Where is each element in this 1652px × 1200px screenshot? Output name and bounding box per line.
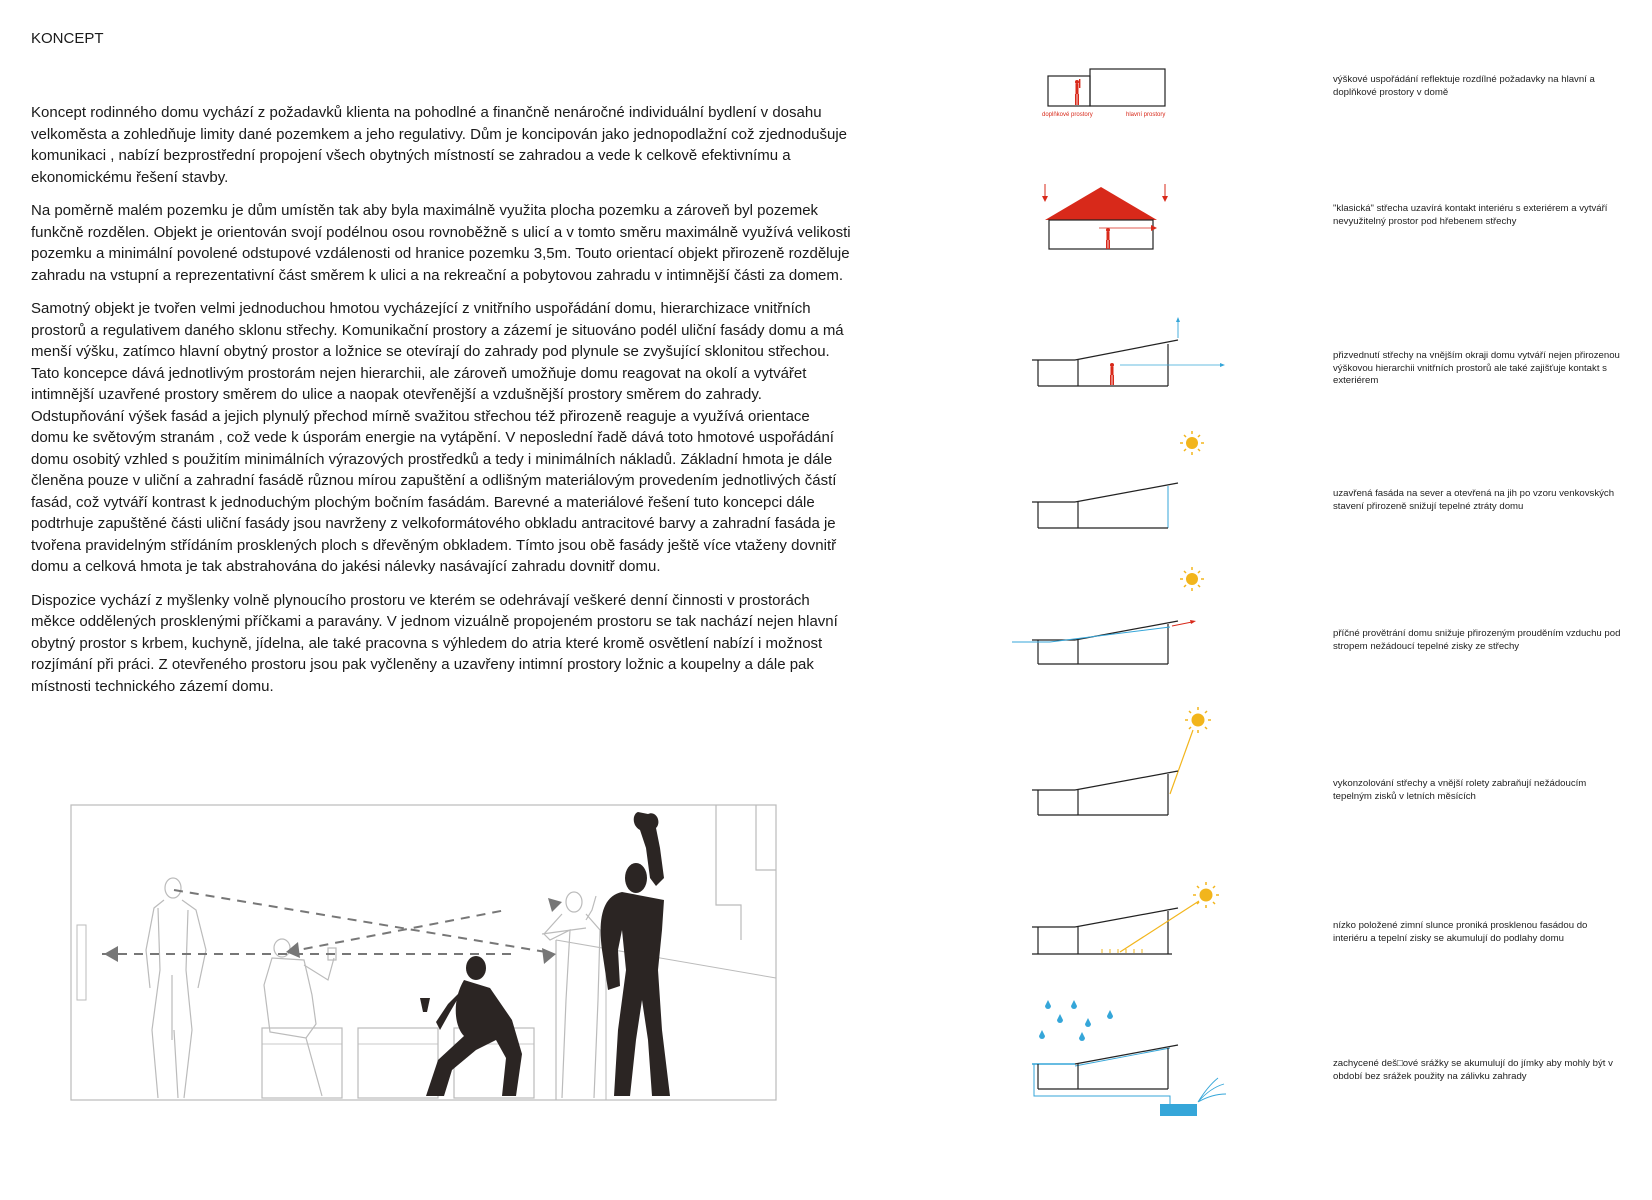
caption-height-hierarchy: výškové uspořádání reflektuje rozdílné požadavky na hlavní a doplňkové prostory v domě <box>1333 74 1595 98</box>
interior-section-illustration <box>66 800 786 1110</box>
caption-raised-roof: přizvednutí střechy na vnějším okraji domu vytváří nejen přirozenou výškovou hierarchii vnitřních prostorů ale také zajišťuje kontakt s exteriérem <box>1333 350 1620 386</box>
concept-text <box>31 102 851 709</box>
diagram-classic-roof <box>1035 182 1180 257</box>
diagram-summer-shading <box>1030 702 1220 822</box>
page-title: KONCEPT <box>31 30 104 47</box>
sun-icon <box>1180 567 1204 591</box>
caption-classic-roof: "klasická" střecha uzavírá kontakt interiéru s exteriérem a vytváří nevyužitelný prostor pod hřebenem střechy <box>1333 203 1608 227</box>
label-secondary-spaces: doplňkové prostory <box>1042 112 1093 118</box>
paragraph-1: Koncept rodinného domu vychází z požadavků klienta na pohodlné a finančně nenáročné individuální bydlení v dosahu velkoměsta a zohledňuje limity dané pozemkem a jeho regulativy. Dům je koncipován jako jednopodlažní což zjednodušuje komunikaci , nabízí bezprostřední propojení všech obytných místností se zahradou a vede k celkově efektivnímu a ekonomickému řešení stavby. <box>31 104 848 186</box>
diagram-height-hierarchy <box>1040 64 1180 124</box>
caption-facade-orientation: uzavřená fasáda na sever a otevřená na jih po vzoru venkovských stavení přirozeně snižují tepelné ztráty domu <box>1333 488 1615 512</box>
paragraph-3: Samotný objekt je tvořen velmi jednoduchou hmotou vycházející z vnitřního uspořádání domu, hierarchizace vnitřních prostorů a regulativem daného sklonu střechy. Komunikační prostory a zázemí je situováno podél uliční fasády domu a má menší výšku, zatímco hlavní obytný prostor a ložnice se otevírají do zahrady pod plynule se zvyšující sklonitou střechou. Tato koncepce dává jednotlivým prostorám nejen hierarchii, ale zároveň umožňuje domu reagovat na okolí a vytvářet intimnější uzavřené prostory směrem do ulice a naopak otevřenější a vzdušnější prostory směrem do zahrady. Odstupňování výšek fasád a jejich plynulý přechod mírně svažitou střechou též přirozeně reaguje a využívá orientace domu ke světovým stranám , což vede k úsporám energie na vytápění. V neposlední řadě dává toto hmotové uspořádání domu osobitý vzhled s použitím minimálních výrazových prostředků a tedy i minimálních nákladů. Základní hmota je dále členěna pouze v uliční a zahradní fasádě různou mírou zapuštění a odlišným materiálovým provedením jednotlivých částí fasád, což vytváří kontrast k jednoduchým plochým bočním fasádám. Barevné a materiálové řešení tuto koncepci dále podtrhuje zapuštěné části uliční fasády jsou navrženy z velkoformátového obkladu antracitové barvy a zahradní fasáda je tvořena pravidelným střídáním prosklených ploch s dřevěným obkladem. Tímto jsou obě fasády ještě více vtaženy dovnitř domu a celková hmota je tak abstrahována do jakési nálevky nasávající zahradu dovnitř domu. <box>31 300 844 575</box>
diagram-rainwater <box>1030 992 1230 1117</box>
person-figure <box>1106 228 1110 249</box>
caption-summer-shading: vykonzolování střechy a vnější rolety zabraňují nežádoucím tepelným zisků v letních měsících <box>1333 778 1587 802</box>
diagram-raised-roof <box>1030 318 1230 393</box>
diagram-facade-orientation <box>1030 426 1220 536</box>
paragraph-4: Dispozice vychází z myšlenky volně plynoucího prostoru ve kterém se odehrávají veškeré denní činnosti v prostorách měkce oddělených prosklenými příčkami a paravány. V jednom vizuálně propojeném prostoru se tak nachází nejen hlavní obytný prostor s krbem, kuchyně, jídelna, ale také pracovna s výhledem do atria které kromě osvětlení nabízí i možnost rozjímání při práci. Z otevřeného prostoru jsou pak vyčleněny a uzavřeny intimní prostory ložnic a koupelny a dále pak místnosti technického zázemí domu. <box>31 591 838 695</box>
person-figure <box>1110 363 1114 385</box>
outline-figure-standing <box>146 878 206 1098</box>
dark-figure-seated <box>420 956 522 1096</box>
sun-icon <box>1185 707 1211 733</box>
person-figure <box>1075 79 1080 105</box>
caption-rainwater: zachycené deš□ové srážky se akumulují do jímky aby mohly být v období bez srážek použity na zálivku zahrady <box>1333 1058 1613 1082</box>
red-arrow-left-icon <box>1042 184 1048 202</box>
sun-icon <box>1193 882 1219 908</box>
sun-icon <box>1180 431 1204 455</box>
caption-winter-sun: nízko položené zimní slunce proniká prosklenou fasádou do interiéru a tepelní zisky se akumulují do podlahy domu <box>1333 920 1588 944</box>
rain-drops <box>1039 1000 1113 1041</box>
water-tank <box>1160 1104 1197 1116</box>
sight-lines <box>102 890 546 954</box>
outline-figure-seated <box>264 939 336 1096</box>
dark-figure-standing <box>601 812 670 1096</box>
outline-figure-leaning <box>542 892 600 1098</box>
paragraph-2: Na poměrně malém pozemku je dům umístěn tak aby byla maximálně využita plocha pozemku a zároveň byl pozemek funkčně rozdělen. Objekt je orientován svojí podélnou osou rovnoběžně s ulicí a v tomto směru maximálně využívá velikosti pozemku a minimální povolené odstupové vzdálenosti od hranice pozemku 3,5m. Touto orientací objekt přirozeně rozděluje zahradu na vstupní a reprezentativní část směrem k ulici a na rekreační a pobytovou zahradu v intimnější části za domem. <box>31 202 851 284</box>
diagram-cross-ventilation <box>1010 562 1210 674</box>
caption-cross-ventilation: příčné provětrání domu snižuje přirozeným prouděním vzduchu pod stropem nežádoucí tepelné zisky ze střechy <box>1333 628 1621 652</box>
diagram-winter-sun <box>1030 880 1220 970</box>
label-main-spaces: hlavní prostory <box>1126 112 1166 118</box>
red-arrow-right-icon <box>1162 184 1168 202</box>
